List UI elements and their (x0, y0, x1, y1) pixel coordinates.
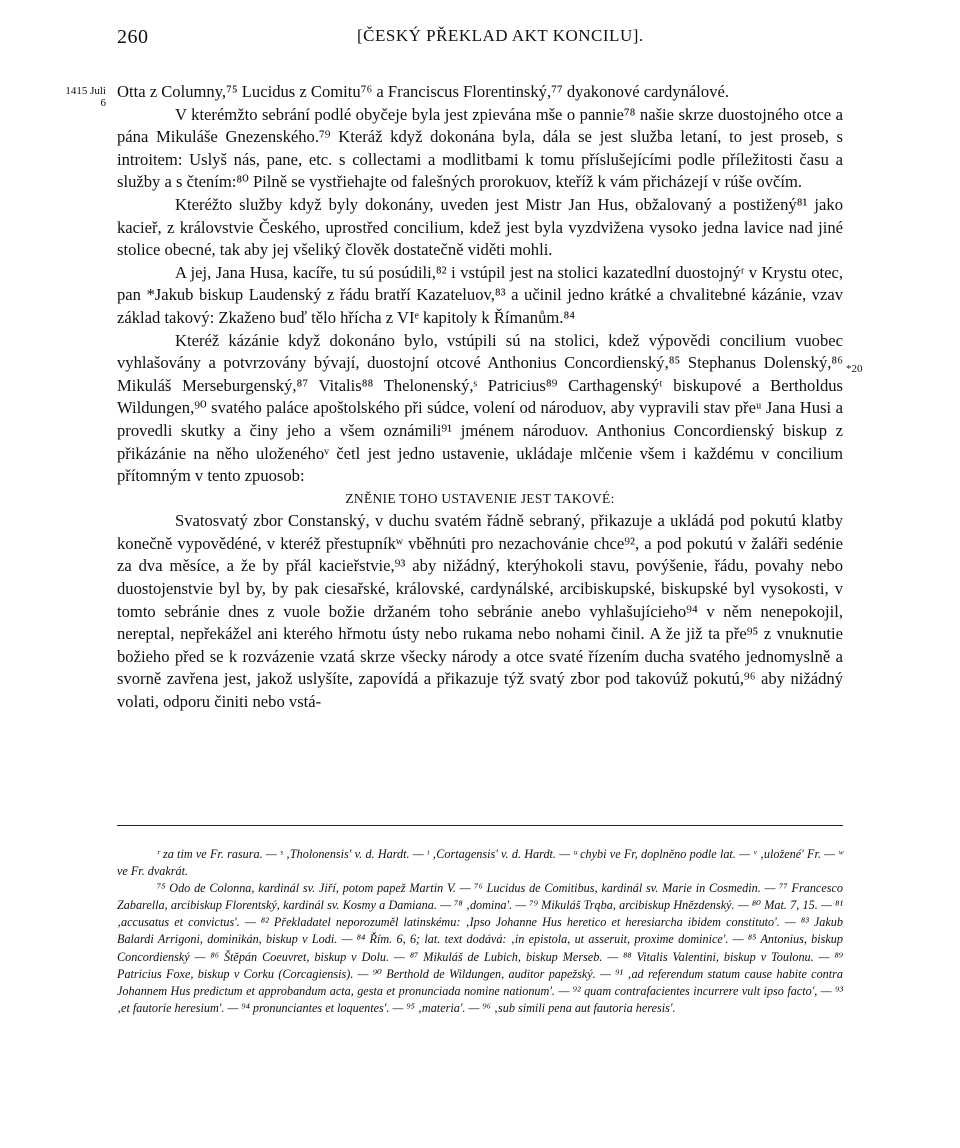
paragraph: V kterémžto sebrání podlé obyčeje byla jest zpievána mše o pannie⁷⁸ našie skrze duostojného otce a pána Mikuláše Gnezenského.⁷⁹ Kteráž když dokonána byla, dála se jest služba letaní, to jest proseb, s introitem: Uslyš nás, pane, etc. s collectami a modlitbami k tomu příslušejícími podle příležitosti času a služby a s čtením:⁸⁰ Pilně se vystřiehajte od falešných prorokuov, kteříž k vám přicházejí v rúše ovčím. (117, 104, 843, 192)
paragraph: A jej, Jana Husa, kacíře, tu sú posúdili,⁸² i vstúpil jest na stolici kazatedlní duostojnýʳ v Krystu otec, pan *Jakub biskup Laudenský z řádu bratří Kazateluov,⁸³ a učinil jedno krátké a chvalitebné kázánie, vzav základ takový: Zkaženo buď tělo hřícha z VIᵉ kapitoly k Římanům.⁸⁴ (117, 262, 843, 327)
decree-title: ZNĚNIE TOHO USTAVENIE JEST TAKOVÉ: (345, 490, 615, 506)
decree-text: Svatosvatý zbor Constanský, v duchu svatém řádně sebraný, přikazuje a ukládá pod pokutú klatby konečně vypovědéné, v kteréž přestupníkʷ vběhnúti pro nezachovánie chce⁹², a pod pokutú v žaláři sedénie za dva měsíce, a že by přál kacieřstvie,⁹³ aby nižádný, kterýhokoli stavu, povýšenie, řádu, povahy nebo duostojenstvie byl by, by pak ciesařské, královské, cardynálské, arcibiskupské, biskupské byl vysokosti, v tomto sebránie dnes z vuole božie držaném toho sebránie anebo vyhlašujícieho⁹⁴ v něm nenepokojil, nereptal, nepřekážel ani kterého hřmotu ústy nebo rukama nebo nohami činil. A že již ta pře⁹⁵ z vnuknutie božieho před se k rozvázenie vzatá skrze všecky národy a otce svaté řízením ducha svatého jednomyslně a svorně zavřena jest, jakož uslyšíte, zapovídá a přikazuje týž svatý zbor pod takovúž pokutú,⁹⁶ aby nižádný volati, odporu činiti nebo vstá- (117, 511, 843, 712)
page-number: 260 (117, 26, 149, 48)
footnotes (117, 846, 843, 1017)
paragraph: Kteréžto služby když byly dokonány, uveden jest Mistr Jan Hus, obžalovaný a postižený⁸¹ jako kacieř, z královstvie Českého, uprostřed concilium, kdež jest byla vyzdvižena vysoko jedna lavice nad jiné stolice obecné, tak aby jej všeliký člověk dostatečně viděti mohli. (117, 194, 843, 260)
paragraph: Kteréž kázánie když dokonáno bylo, vstúpili sú na stolici, kdež výpovědi concilium vuobec vyhlašovány a potvrzovány bývají, duostojní otcové Anthonius Concordienský,⁸⁵ Stephanus Dolenský,⁸⁶ Mikuláš Merseburgenský,⁸⁷ Vitalis⁸⁸ Thelonenský,ˢ Patricius⁸⁹ Carthagenskýᵗ biskupové a Bertholdus Wildungen,⁹⁰ svatého paláce apoštolského při súdce, volení od národuov, aby vypravili stav přeᵘ Jana Husi a provedli skutky a činy jeho a všem oznámili⁹¹ jménem národuov. Anthonius Concordienský biskup z přikázánie na něho uloženéhoᵛ četl jest jedno ustavenie, ukládaje mlčenie všem i každému v concilium přítomným v tento zpuosob: (117, 330, 843, 486)
running-title: [ČESKÝ PŘEKLAD AKT KONCILU]. (357, 26, 644, 45)
footnote-divider (117, 825, 843, 826)
margin-reference: *20 (846, 363, 863, 375)
footnote-block: ⁷⁵ Odo de Colonna, kardinál sv. Jiří, potom papež Martin V. — ⁷⁶ Lucidus de Comitibus, kardinál sv. Marie in Cosmedin. — ⁷⁷ Francesco Zabarella, arcibiskup Florentský, kardinál sv. Kosmy a Damiana. — ⁷⁸ ‚domina'. — ⁷⁹ Mikuláš Trąba, arcibiskup Hnězdenský. — ⁸⁰ Mat. 7, 15. — ⁸¹ ‚accusatus et convictus'. — ⁸² Překladatel neporozuměl latinskému: ‚Ipso Johanne Hus heretico et heresiarcha ibidem constituto'. — ⁸³ Jakub Balardi Arrigoni, dominikán, biskup v Lodi. — ⁸⁴ Řím. 6, 6; lat. text dodává: ‚in epistola, ut asseruit, proxime dominice'. — ⁸⁵ Antonius, biskup Concordienský — ⁸⁶ Štěpán Coeuvret, biskup v Dolu. — ⁸⁷ Mikuláš de Lubich, biskup Merseb. — ⁸⁸ Vitalis Valentini, biskup v Toulonu. — ⁸⁹ Patricius Foxe, biskup v Corku (Corcagiensis). — ⁹⁰ Berthold de Wildungen, auditor papežský. — ⁹¹ ‚ad referendum statum cause habite contra Johannem Hus predictum et approbandum acta, gesta et pronunciada nomine nationum'. — ⁹² quam contrafacientes incurrere vult ipso facto', — ⁹³ ‚et fautorie heresium'. — ⁹⁴ pronunciantes et loquentes'. — ⁹⁵ ‚materia'. — ⁹⁶ ‚sub simili pena aut fautoria heresis'. (117, 881, 843, 1015)
paragraph: Otta z Columny,⁷⁵ Lucidus z Comitu⁷⁶ a Franciscus Florentinský,⁷⁷ dyakonové cardynálové. (117, 82, 729, 101)
footnote-block: ʳ za tim ve Fr. rasura. — ˢ ‚Tholonensis' v. d. Hardt. — ᵗ ‚Cortagensis' v. d. Hardt. — ᵘ chybi ve Fr, doplněno podle lat. — ᵛ ‚uložené' Fr. — ʷ ve Fr. dvakrát. (117, 847, 843, 879)
margin-date: 1415 Juli 6 (65, 85, 106, 109)
body-text (117, 81, 843, 714)
